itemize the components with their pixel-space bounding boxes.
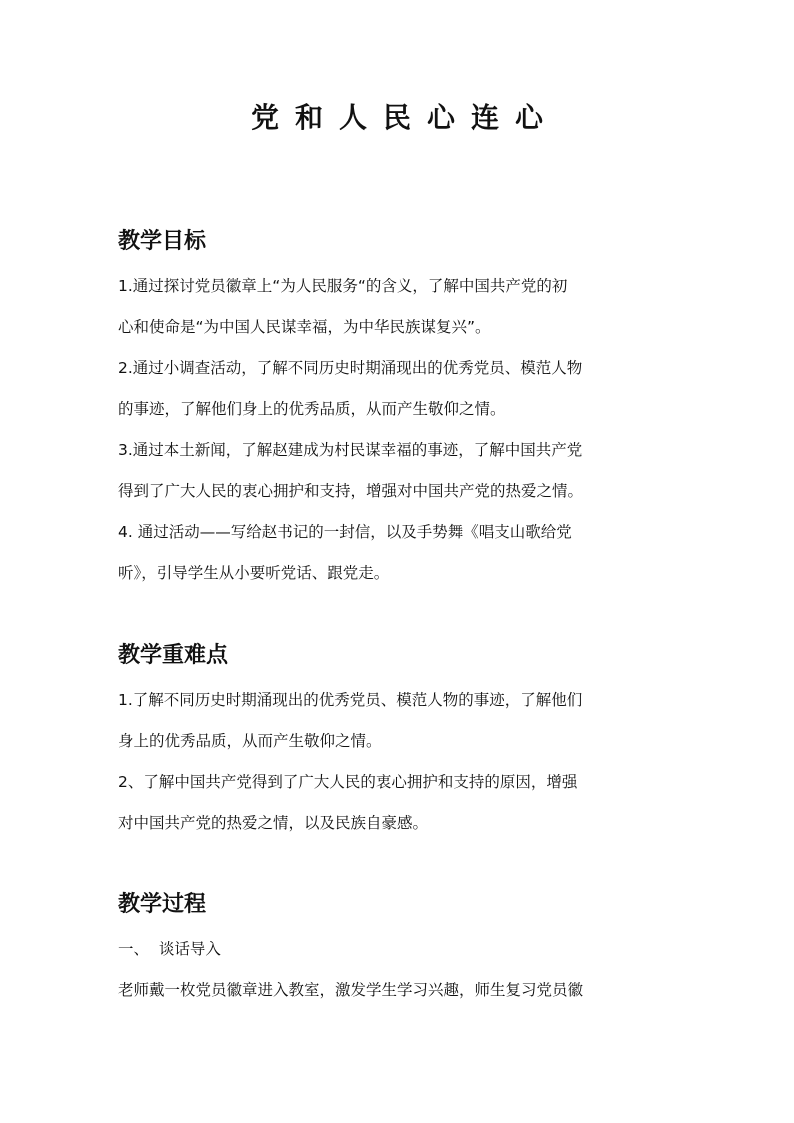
section-heading: 教学重难点	[118, 642, 229, 668]
text-line: 一、 谈话导入	[118, 940, 221, 958]
text-line: 1.了解不同历史时期涌现出的优秀党员、模范人物的事迹，了解他们	[118, 691, 583, 709]
text-line: 得到了广大人民的衷心拥护和支持，增强对中国共产党的热爱之情。	[118, 482, 584, 500]
section-teaching-process	[118, 885, 690, 1011]
section-body	[118, 680, 690, 844]
section-heading: 教学目标	[118, 228, 207, 254]
text-line: 的事迹，了解他们身上的优秀品质，从而产生敬仰之情。	[118, 400, 506, 418]
section-heading: 教学过程	[118, 891, 207, 917]
section-teaching-objectives	[118, 222, 690, 594]
section-key-difficulties	[118, 636, 690, 844]
text-line: 听》，引导学生从小要听党话、跟党走。	[118, 564, 390, 582]
section-body	[118, 929, 690, 1011]
text-line: 2、了解中国共产党得到了广大人民的衷心拥护和支持的原因，增强	[118, 773, 578, 791]
text-line: 心和使命是“为中国人民谋幸福，为中华民族谋复兴”。	[118, 318, 491, 336]
text-line: 身上的优秀品质，从而产生敬仰之情。	[118, 732, 382, 750]
text-line: 老师戴一枚党员徽章进入教室，激发学生学习兴趣，师生复习党员徽	[118, 981, 584, 999]
text-line: 对中国共产党的热爱之情，以及民族自豪感。	[118, 814, 429, 832]
text-line: 1.通过探讨党员徽章上“为人民服务“的含义，了解中国共产党的初	[118, 277, 568, 295]
document-title: 党和人民心连心	[250, 101, 559, 134]
text-line: 3.通过本土新闻，了解赵建成为村民谋幸福的事迹，了解中国共产党	[118, 441, 583, 459]
text-line: 4. 通过活动——写给赵书记的一封信，以及手势舞《唱支山歌给党	[118, 523, 572, 541]
text-line: 2.通过小调查活动，了解不同历史时期涌现出的优秀党员、模范人物	[118, 359, 583, 377]
section-body	[118, 266, 690, 594]
